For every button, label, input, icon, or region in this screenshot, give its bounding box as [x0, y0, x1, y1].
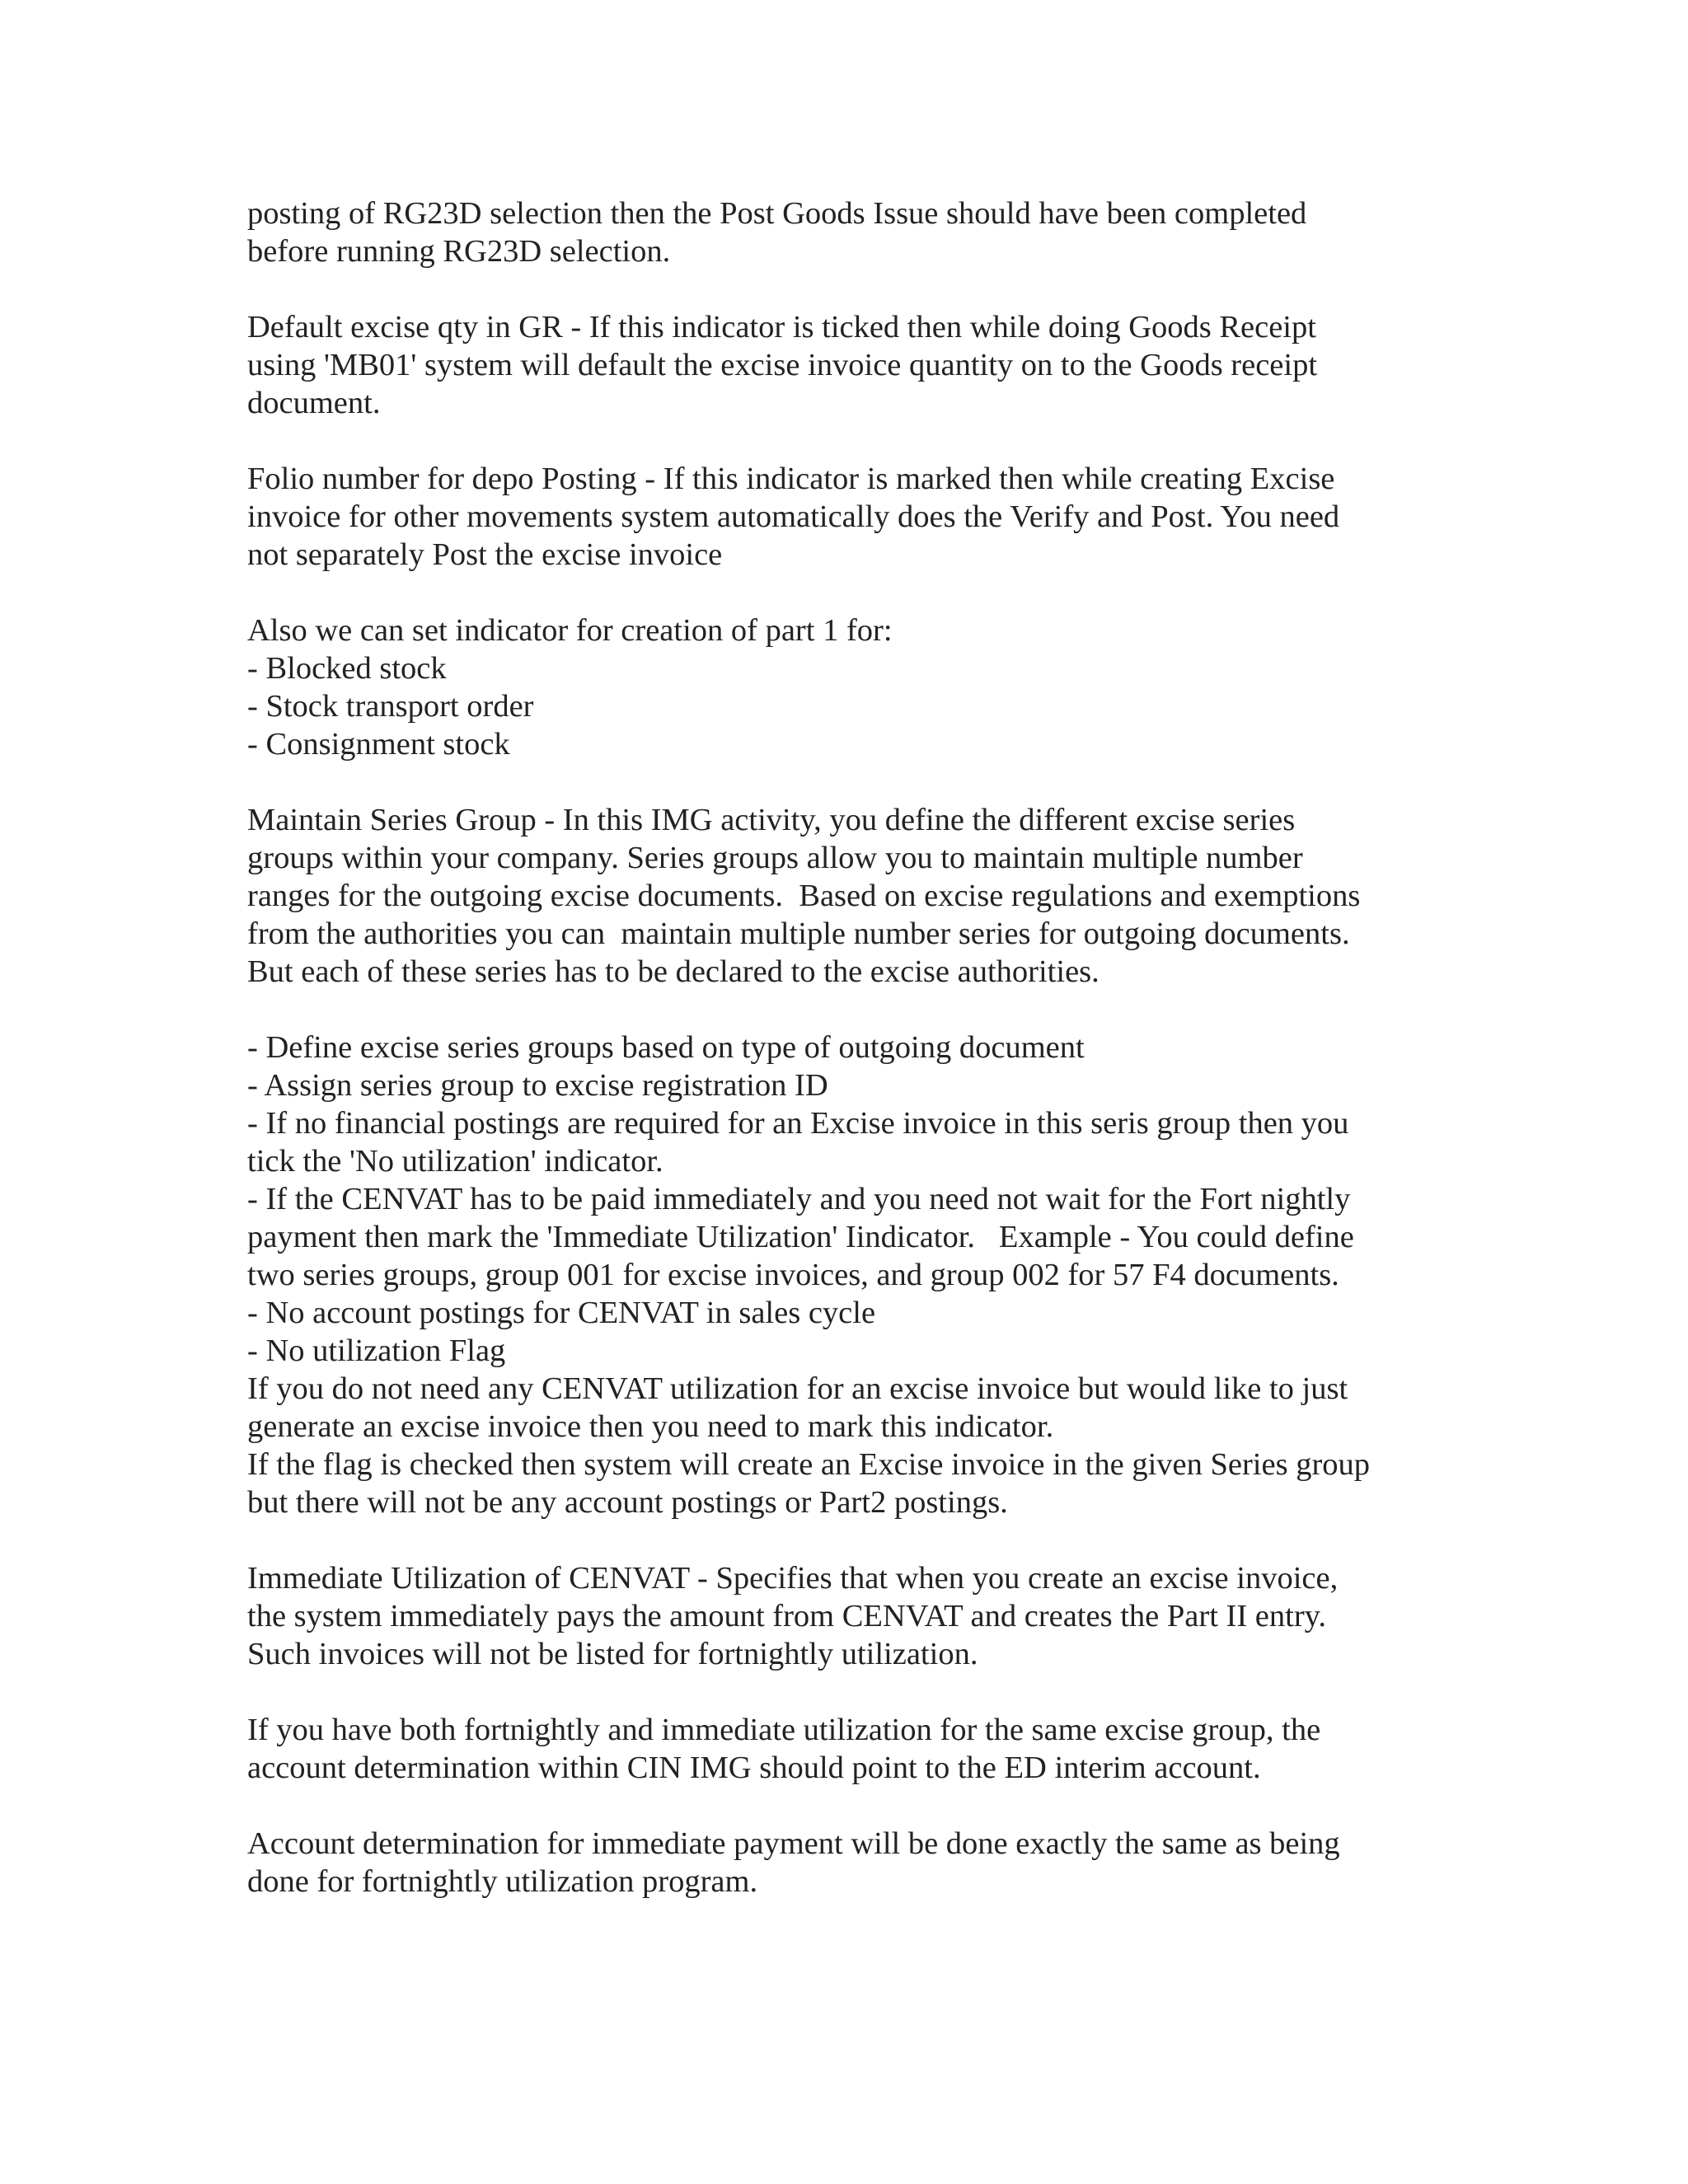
list-item: - Consignment stock — [247, 727, 510, 762]
text-line: Account determination for immediate payment will be done exactly the same as being — [247, 1826, 1340, 1861]
text-line: done for fortnightly utilization program. — [247, 1864, 758, 1899]
text-line: Folio number for depo Posting - If this indicator is marked then while creating Excise — [247, 462, 1335, 496]
text-line: before running RG23D selection. — [247, 234, 671, 269]
list-item: - Assign series group to excise registration ID — [247, 1068, 828, 1103]
text-line: But each of these series has to be declared to the excise authorities. — [247, 954, 1100, 989]
paragraph-interim-account — [247, 1711, 1451, 1787]
text-line: document. — [247, 386, 381, 420]
text-line: not separately Post the excise invoice — [247, 537, 723, 572]
paragraph-part1-indicators — [247, 612, 1451, 763]
text-line: the system immediately pays the amount from CENVAT and creates the Part II entry. — [247, 1599, 1327, 1633]
text-line: from the authorities you can maintain multiple number series for outgoing documents. — [247, 916, 1350, 951]
document-body — [247, 194, 1451, 1900]
text-line: tick the 'No utilization' indicator. — [247, 1144, 663, 1179]
text-line: but there will not be any account postings or Part2 postings. — [247, 1485, 1008, 1520]
text-line: ranges for the outgoing excise documents. Based on excise regulations and exemptions — [247, 879, 1361, 913]
text-line: using 'MB01' system will default the excise invoice quantity on to the Goods receipt — [247, 348, 1318, 382]
text-line: If the flag is checked then system will create an Excise invoice in the given Series group — [247, 1447, 1371, 1482]
paragraph-default-excise-qty — [247, 308, 1451, 422]
text-line: invoice for other movements system automatically does the Verify and Post. You need — [247, 499, 1340, 534]
text-line: Such invoices will not be listed for fortnightly utilization. — [247, 1637, 978, 1671]
list-item: - Stock transport order — [247, 689, 534, 724]
list-item: - Blocked stock — [247, 651, 447, 686]
text-line: account determination within CIN IMG should point to the ED interim account. — [247, 1750, 1261, 1785]
text-line: If you do not need any CENVAT utilization for an excise invoice but would like to just — [247, 1371, 1348, 1406]
list-item: - Define excise series groups based on type of outgoing document — [247, 1030, 1085, 1065]
text-line: posting of RG23D selection then the Post Goods Issue should have been completed — [247, 196, 1307, 231]
text-line: Maintain Series Group - In this IMG activity, you define the different excise series — [247, 803, 1296, 837]
list-item: - No account postings for CENVAT in sales cycle — [247, 1296, 876, 1330]
text-line: Default excise qty in GR - If this indicator is ticked then while doing Goods Receipt — [247, 310, 1316, 344]
list-item: - No utilization Flag — [247, 1333, 506, 1368]
text-line: groups within your company. Series groups allow you to maintain multiple number — [247, 841, 1303, 875]
paragraph-immediate-utilization — [247, 1559, 1451, 1673]
list-item: - If the CENVAT has to be paid immediately and you need not wait for the Fort nightly — [247, 1182, 1351, 1216]
text-line: If you have both fortnightly and immediate utilization for the same excise group, the — [247, 1713, 1321, 1747]
text-line: generate an excise invoice then you need to mark this indicator. — [247, 1409, 1054, 1444]
list-item: - If no financial postings are required for an Excise invoice in this seris group then you — [247, 1106, 1349, 1141]
paragraph-maintain-series-group — [247, 801, 1451, 991]
text-line: payment then mark the 'Immediate Utilization' Iindicator. Example - You could define — [247, 1220, 1354, 1254]
text-line: Immediate Utilization of CENVAT - Specifies that when you create an excise invoice, — [247, 1561, 1339, 1596]
paragraph-rg23d-posting — [247, 194, 1451, 270]
paragraph-folio-number — [247, 460, 1451, 574]
text-line: Also we can set indicator for creation of part 1 for: — [247, 613, 893, 648]
paragraph-series-group-steps — [247, 1029, 1451, 1521]
paragraph-account-determination — [247, 1825, 1451, 1900]
text-line: two series groups, group 001 for excise invoices, and group 002 for 57 F4 documents. — [247, 1258, 1339, 1292]
